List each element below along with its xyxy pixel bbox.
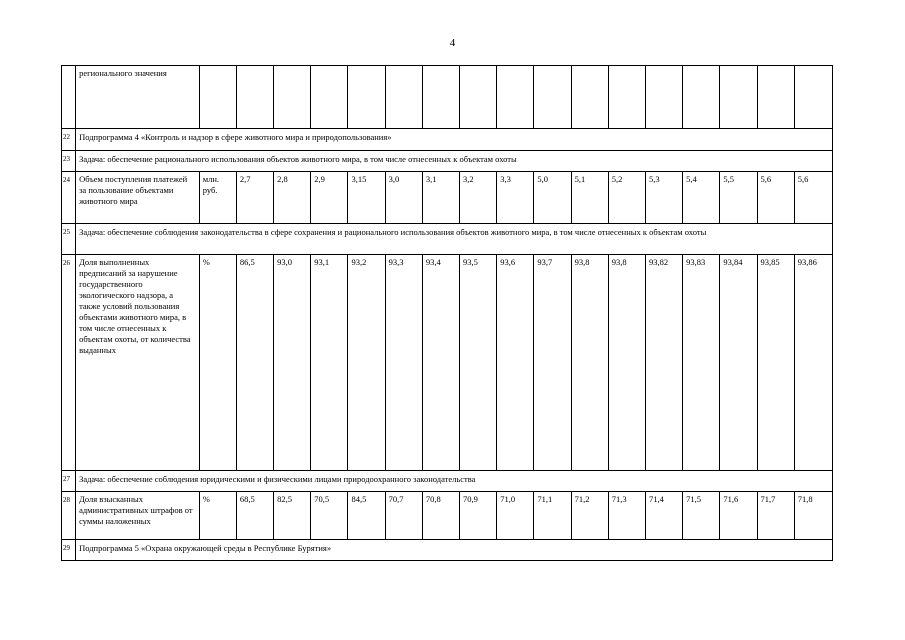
value-cell xyxy=(385,66,422,129)
indicator-name: Объем поступления платежей за пользование объектами животного мира xyxy=(76,172,200,224)
value-cell: 68,5 xyxy=(236,492,273,540)
section-row xyxy=(62,151,833,172)
value-cell xyxy=(534,66,571,129)
value-cell: 93,3 xyxy=(385,255,422,471)
value-cell xyxy=(274,66,311,129)
value-cell: 5,0 xyxy=(534,172,571,224)
section-title: Подпрограмма 4 «Контроль и надзор в сфере животного мира и природопользования» xyxy=(76,129,833,151)
section-title: Задача: обеспечение соблюдения юридическими и физическими лицами природоохранного законодательства xyxy=(76,471,833,492)
table-body xyxy=(62,66,833,561)
value-cell xyxy=(720,66,757,129)
value-cell: 3,15 xyxy=(348,172,385,224)
section-row xyxy=(62,129,833,151)
value-cell xyxy=(348,66,385,129)
section-title: Подпрограмма 5 «Охрана окружающей среды в Республике Бурятия» xyxy=(76,540,833,561)
section-title: Задача: обеспечение рационального использования объектов животного мира, в том числе отнесенных к объектам охоты xyxy=(76,151,833,172)
value-cell: 5,2 xyxy=(608,172,645,224)
value-cell: 93,84 xyxy=(720,255,757,471)
table-row xyxy=(62,492,833,540)
value-cell xyxy=(460,66,497,129)
value-cell: 71,2 xyxy=(571,492,608,540)
value-cell: 71,0 xyxy=(497,492,534,540)
value-cell: 93,8 xyxy=(608,255,645,471)
value-cell: 93,83 xyxy=(683,255,720,471)
value-cell xyxy=(683,66,720,129)
value-cell: 93,5 xyxy=(460,255,497,471)
row-number: 22 xyxy=(62,129,76,151)
value-cell: 2,8 xyxy=(274,172,311,224)
value-cell xyxy=(794,66,832,129)
value-cell: 70,8 xyxy=(422,492,459,540)
value-cell xyxy=(497,66,534,129)
value-cell: 71,1 xyxy=(534,492,571,540)
value-cell: 71,5 xyxy=(683,492,720,540)
value-cell: 93,85 xyxy=(757,255,794,471)
value-cell xyxy=(757,66,794,129)
indicator-name: Доля взысканных административных штрафов от суммы наложенных xyxy=(76,492,200,540)
value-cell: 93,82 xyxy=(645,255,682,471)
value-cell: 71,8 xyxy=(794,492,832,540)
value-cell xyxy=(422,66,459,129)
value-cell: 3,3 xyxy=(497,172,534,224)
value-cell: 2,9 xyxy=(311,172,348,224)
value-cell: 93,86 xyxy=(794,255,832,471)
value-cell: 71,6 xyxy=(720,492,757,540)
section-row xyxy=(62,224,833,255)
value-cell xyxy=(311,66,348,129)
value-cell: 5,5 xyxy=(720,172,757,224)
value-cell: 5,4 xyxy=(683,172,720,224)
value-cell: 70,5 xyxy=(311,492,348,540)
value-cell: 3,1 xyxy=(422,172,459,224)
indicator-name: регионального значения xyxy=(76,66,200,129)
value-cell: 93,0 xyxy=(274,255,311,471)
value-cell: 2,7 xyxy=(236,172,273,224)
row-number: 24 xyxy=(62,172,76,224)
value-cell xyxy=(236,66,273,129)
value-cell: 93,6 xyxy=(497,255,534,471)
value-cell: 82,5 xyxy=(274,492,311,540)
value-cell: 5,6 xyxy=(794,172,832,224)
value-cell: 5,6 xyxy=(757,172,794,224)
table-row xyxy=(62,66,833,129)
indicator-table xyxy=(61,65,833,561)
value-cell: 5,1 xyxy=(571,172,608,224)
value-cell: 3,0 xyxy=(385,172,422,224)
row-number: 28 xyxy=(62,492,76,540)
table-row xyxy=(62,172,833,224)
value-cell: 86,5 xyxy=(236,255,273,471)
value-cell xyxy=(571,66,608,129)
value-cell: 71,3 xyxy=(608,492,645,540)
value-cell: 70,7 xyxy=(385,492,422,540)
row-number: 29 xyxy=(62,540,76,561)
value-cell: 93,4 xyxy=(422,255,459,471)
unit-cell: млн. руб. xyxy=(199,172,236,224)
value-cell xyxy=(645,66,682,129)
table-row xyxy=(62,255,833,471)
unit-cell: % xyxy=(199,492,236,540)
value-cell: 93,8 xyxy=(571,255,608,471)
unit-cell: % xyxy=(199,255,236,471)
value-cell: 71,4 xyxy=(645,492,682,540)
page-number: 4 xyxy=(449,37,456,49)
value-cell: 84,5 xyxy=(348,492,385,540)
row-number: 23 xyxy=(62,151,76,172)
unit-cell xyxy=(199,66,236,129)
section-row xyxy=(62,471,833,492)
value-cell: 71,7 xyxy=(757,492,794,540)
value-cell: 93,7 xyxy=(534,255,571,471)
row-number: 25 xyxy=(62,224,76,255)
indicator-name: Доля выполненных предписаний за нарушение государственного экологического надзора, а также условий пользования объектами животного мира, в том числе отнесенных к объектам охоты, от количества выданных xyxy=(76,255,200,471)
value-cell: 5,3 xyxy=(645,172,682,224)
row-number xyxy=(62,66,76,129)
value-cell xyxy=(608,66,645,129)
value-cell: 93,2 xyxy=(348,255,385,471)
section-title: Задача: обеспечение соблюдения законодательства в сфере сохранения и рационального использования объектов животного мира, в том числе отнесенных к объектам охоты xyxy=(76,224,833,255)
value-cell: 3,2 xyxy=(460,172,497,224)
row-number: 26 xyxy=(62,255,76,471)
value-cell: 70,9 xyxy=(460,492,497,540)
section-row xyxy=(62,540,833,561)
value-cell: 93,1 xyxy=(311,255,348,471)
row-number: 27 xyxy=(62,471,76,492)
